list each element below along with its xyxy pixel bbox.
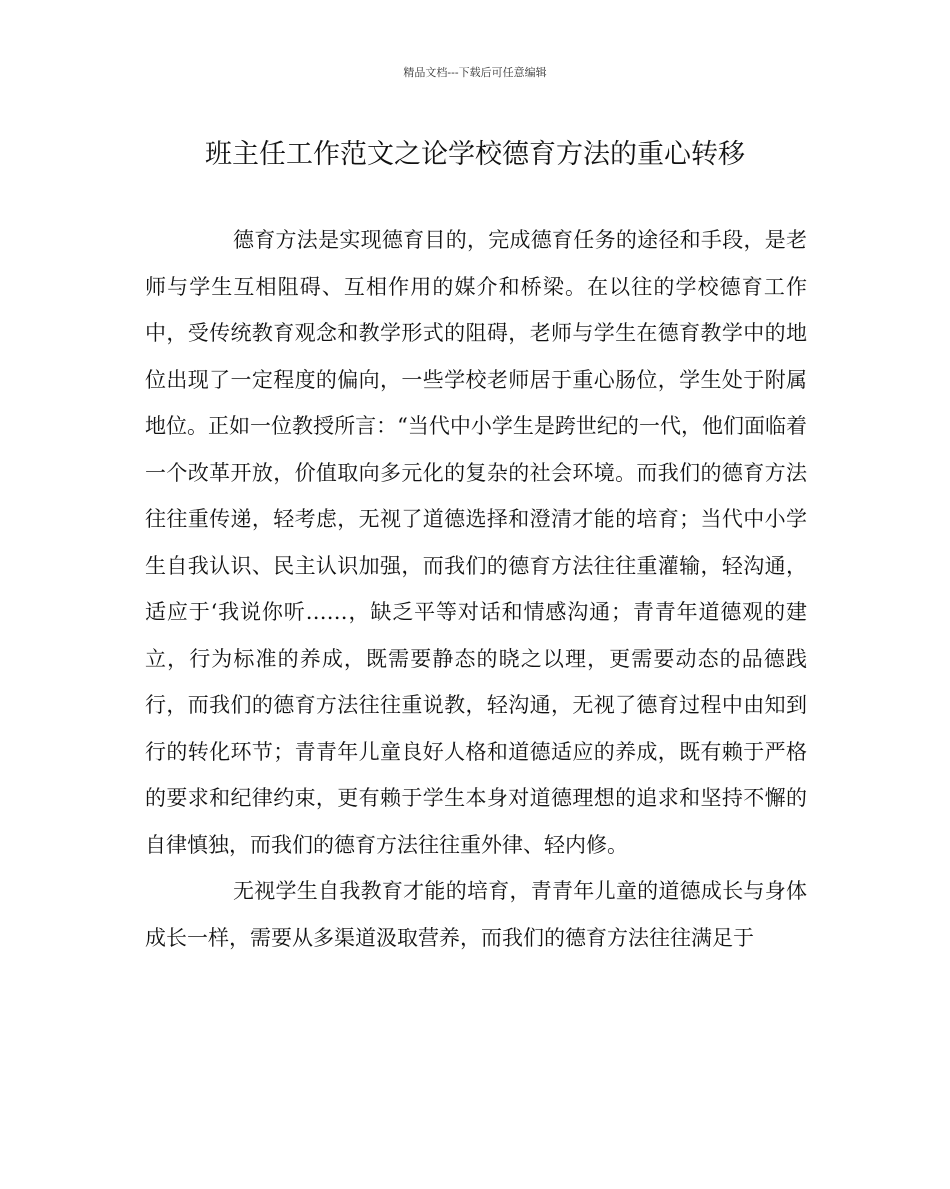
- document-body: [145, 217, 807, 961]
- page-header-note: 精品文档---下载后可任意编辑: [403, 66, 547, 79]
- body-paragraph-1: 德育方法是实现德育目的，完成德育任务的途径和手段，是老师与学生互相阻碍、互相作用的媒介和桥梁。在以往的学校德育工作中，受传统教育观念和教学形式的阻碍，老师与学生在德育教学中的地位出现了一定程度的偏向，一些学校老师居于重心肠位，学生处于附属地位。正如一位教授所言：“当代中小学生是跨世纪的一代，他们面临着一个改革开放，价值取向多元化的复杂的社会环境。而我们的德育方法往往重传递，轻考虑，无视了道德选择和澄清才能的培育；当代中小学生自我认识、民主认识加强，而我们的德育方法往往重灌输，轻沟通，适应于‘我说你听……，缺乏平等对话和情感沟通；青青年道德观的建立，行为标准的养成，既需要静态的晓之以理，更需要动态的品德践行，而我们的德育方法往往重说教，轻沟通，无视了德育过程中由知到行的转化环节；青青年儿童良好人格和道德适应的养成，既有赖于严格的要求和纪律约束，更有赖于学生本身对道德理想的追求和坚持不懈的自律慎独，而我们的德育方法往往重外律、轻内修。: [145, 228, 807, 857]
- document-title: 班主任工作范文之论学校德育方法的重心转移: [205, 139, 745, 170]
- body-paragraph-2: 无视学生自我教育才能的培育，青青年儿童的道德成长与身体成长一样，需要从多渠道汲取营养，而我们的德育方法往往满足于: [145, 879, 807, 950]
